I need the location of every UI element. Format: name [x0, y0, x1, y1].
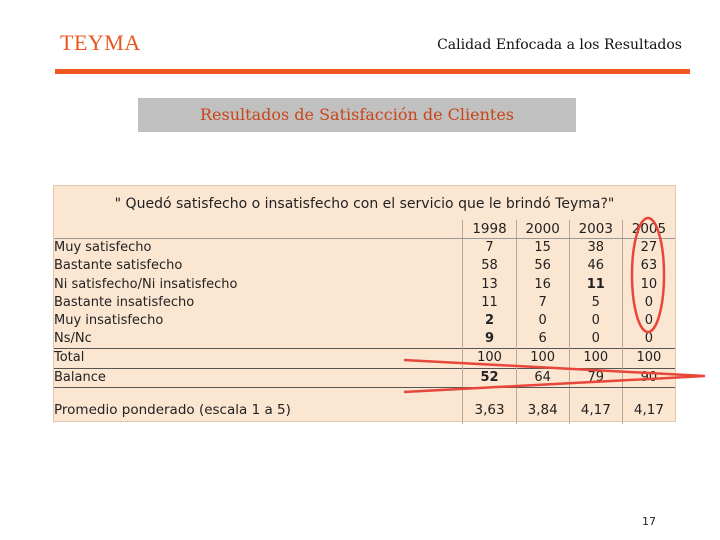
row-label: Balance [54, 368, 463, 387]
cell-value: 52 [463, 368, 516, 387]
cell-value: 56 [516, 257, 569, 275]
cell-value: 38 [569, 239, 622, 258]
column-header: 2000 [516, 220, 569, 239]
cell-value: 0 [516, 312, 569, 330]
row-label: Ns/Nc [54, 331, 92, 347]
cell-value: 64 [516, 368, 569, 387]
cell-value: 0 [622, 330, 675, 349]
spacer-cell [463, 387, 516, 396]
header-divider [55, 69, 690, 74]
cell-value: 79 [569, 368, 622, 387]
header-title: Calidad Enfocada a los Resultados [437, 37, 682, 53]
total-row [54, 349, 675, 368]
cell-value: 0 [569, 312, 622, 330]
section-title: Resultados de Satisfacción de Clientes [138, 98, 576, 132]
header-empty-cell [54, 220, 463, 239]
cell-value: 7 [463, 239, 516, 258]
cell-value: 58 [463, 257, 516, 275]
cell-value: 9 [463, 330, 516, 349]
row-label: Muy satisfecho [54, 240, 152, 256]
spacer-cell [622, 387, 675, 396]
table-row [54, 294, 675, 312]
spacer-cell [516, 387, 569, 396]
cell-value: 5 [569, 294, 622, 312]
cell-value: 27 [622, 239, 675, 258]
page-number: 17 [642, 515, 656, 528]
cell-value: 3,84 [516, 396, 569, 424]
cell-value: 6 [516, 330, 569, 349]
table-row [54, 312, 675, 330]
cell-value: 46 [569, 257, 622, 275]
survey-question: " Quedó satisfecho o insatisfecho con el servicio que le brindó Teyma?" [114, 196, 615, 212]
cell-value: 0 [622, 312, 675, 330]
average-row [54, 396, 675, 424]
cell-value: 4,17 [569, 396, 622, 424]
cell-value: 0 [569, 330, 622, 349]
table-row [54, 330, 675, 349]
table-row [54, 276, 675, 294]
cell-value: 90 [622, 368, 675, 387]
spacer-cell [569, 387, 622, 396]
teyma-logo: TEYMA [60, 30, 141, 55]
column-header: 2005 [622, 220, 675, 239]
balance-row [54, 368, 675, 387]
row-label: Promedio ponderado (escala 1 a 5) [54, 401, 291, 418]
cell-value: 0 [622, 294, 675, 312]
table-row [54, 239, 675, 258]
cell-value: 16 [516, 276, 569, 294]
spacer-row [54, 387, 675, 396]
cell-value: 11 [463, 294, 516, 312]
row-label: Bastante insatisfecho [54, 294, 195, 310]
cell-value: 2 [463, 312, 516, 330]
cell-value: 15 [516, 239, 569, 258]
spacer-cell [54, 387, 463, 396]
column-header: 1998 [463, 220, 516, 239]
cell-value: 100 [569, 349, 622, 368]
row-label: Bastante satisfecho [54, 258, 183, 274]
cell-value: 7 [516, 294, 569, 312]
cell-value: 63 [622, 257, 675, 275]
table-header-row [54, 220, 675, 239]
row-label: Muy insatisfecho [54, 313, 164, 329]
cell-value: 3,63 [463, 396, 516, 424]
cell-value: 10 [622, 276, 675, 294]
cell-value: 100 [463, 349, 516, 368]
row-label: Ni satisfecho/Ni insatisfecho [54, 276, 238, 292]
table-row [54, 257, 675, 275]
cell-value: 100 [622, 349, 675, 368]
results-grid [54, 220, 675, 424]
cell-value: 4,17 [622, 396, 675, 424]
column-header: 2003 [569, 220, 622, 239]
cell-value: 100 [516, 349, 569, 368]
cell-value: 13 [463, 276, 516, 294]
row-label: Total [54, 349, 463, 368]
satisfaction-table [53, 185, 676, 422]
cell-value: 11 [569, 276, 622, 294]
